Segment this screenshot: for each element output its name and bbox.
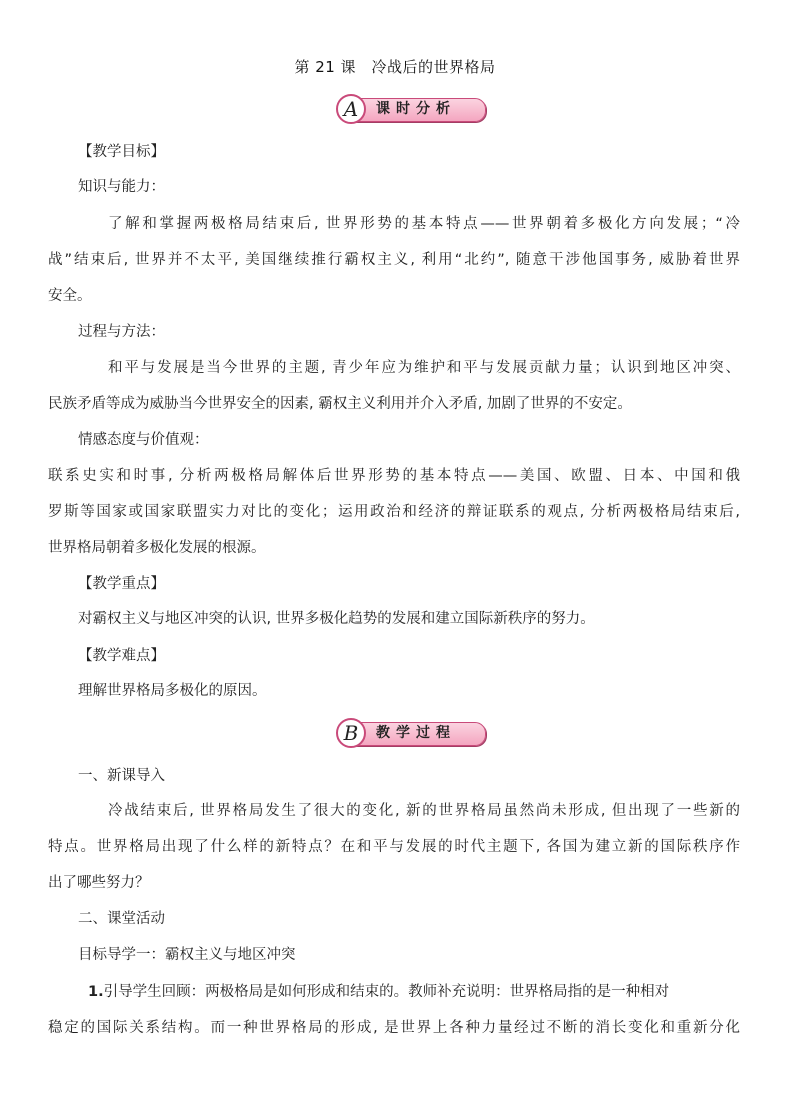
key-points-text: 对霸权主义与地区冲突的认识, 世界多极化趋势的发展和建立国际新秩序的努力。	[78, 611, 595, 627]
badge-label: 教学过程	[376, 725, 456, 741]
ability-line-2: 战”结束后, 世界并不太平, 美国继续推行霸权主义, 利用“北约”, 随意干涉他国事务, 威胁着世界	[48, 252, 740, 268]
emotion-heading: 情感态度与价值观：	[78, 432, 209, 448]
item-1-text: 引导学生回顾：两极格局是如何形成和结束的。教师补充说明：世界格局指的是一种相对	[103, 984, 670, 1000]
badge-letter-circle: A	[336, 94, 366, 124]
badge-label: 课时分析	[376, 101, 456, 117]
difficulties-text: 理解世界格局多极化的原因。	[78, 683, 267, 699]
ability-line-1: 了解和掌握两极格局结束后, 世界形势的基本特点——世界朝着多极化方向发展；“冷	[108, 216, 740, 232]
key-points-heading: 【教学重点】	[78, 576, 165, 592]
intro-line-3: 出了哪些努力？	[48, 875, 150, 891]
item-1-line-1	[88, 982, 744, 1002]
intro-line-2: 特点。世界格局出现了什么样的新特点？在和平与发展的时代主题下, 各国为建立新的国际秩序作	[48, 839, 740, 855]
goals-heading: 【教学目标】	[78, 144, 165, 160]
ability-heading: 知识与能力：	[78, 179, 165, 195]
activity-heading: 二、课堂活动	[78, 911, 165, 927]
process-line-1: 和平与发展是当今世界的主题, 青少年应为维护和平与发展贡献力量；认识到地区冲突、	[108, 360, 740, 376]
section-badge-b	[336, 718, 486, 748]
target-1-heading: 目标导学一：霸权主义与地区冲突	[78, 947, 296, 963]
ability-line-3: 安全。	[48, 288, 92, 304]
process-heading: 过程与方法：	[78, 324, 165, 340]
difficulties-heading: 【教学难点】	[78, 648, 165, 664]
badge-letter-circle: B	[336, 718, 366, 748]
item-1-line-2: 稳定的国际关系结构。而一种世界格局的形成, 是世界上各种力量经过不断的消长变化和重新分化	[48, 1020, 740, 1036]
intro-heading: 一、新课导入	[78, 768, 165, 784]
process-line-2: 民族矛盾等成为威胁当今世界安全的因素, 霸权主义利用并介入矛盾, 加剧了世界的不安定。	[48, 396, 632, 412]
emotion-line-1: 联系史实和时事, 分析两极格局解体后世界形势的基本特点——美国、欧盟、日本、中国和俄	[48, 468, 740, 484]
emotion-line-3: 世界格局朝着多极化发展的根源。	[48, 540, 266, 556]
section-badge-a	[336, 94, 486, 124]
intro-line-1: 冷战结束后, 世界格局发生了很大的变化, 新的世界格局虽然尚未形成, 但出现了一些新的	[108, 803, 740, 819]
lesson-title: 第 21 课 冷战后的世界格局	[294, 58, 496, 76]
emotion-line-2: 罗斯等国家或国家联盟实力对比的变化；运用政治和经济的辩证联系的观点, 分析两极格局结束后,	[48, 504, 740, 520]
item-1-number: 1.	[88, 984, 104, 1000]
